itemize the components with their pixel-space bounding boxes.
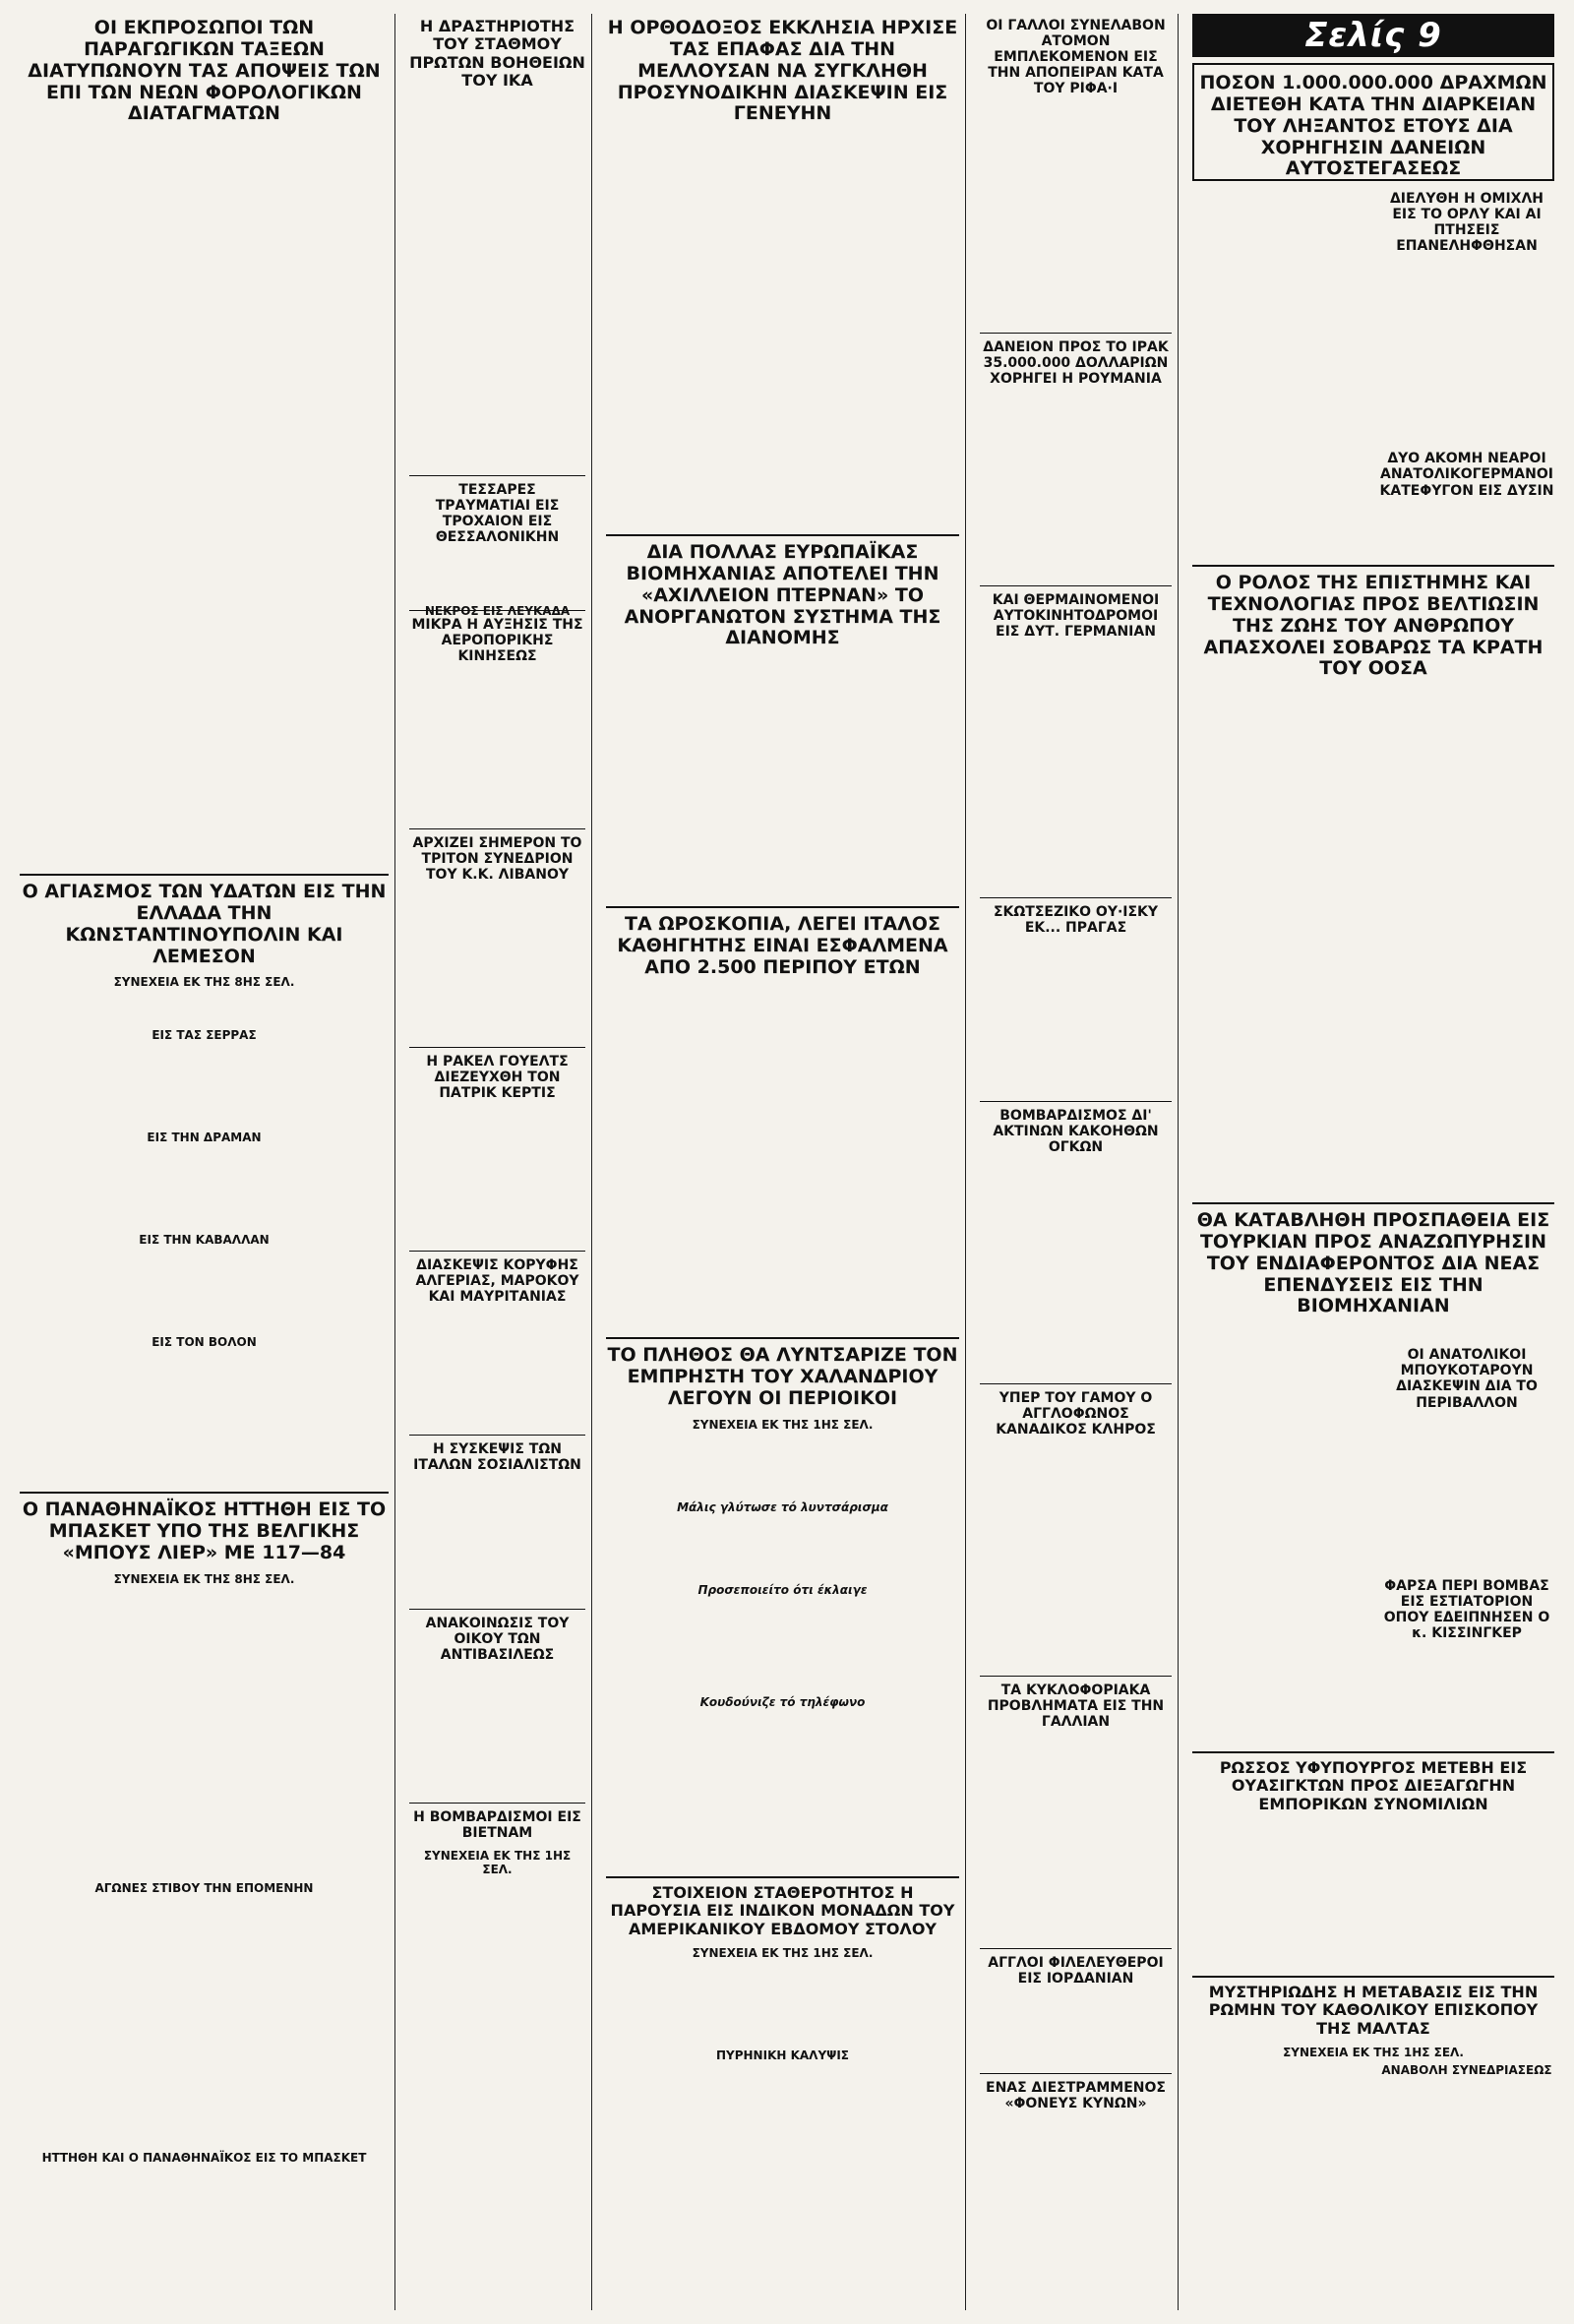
article-soviet-deputy bbox=[1192, 1759, 1554, 1966]
article-fog-orly bbox=[1192, 191, 1554, 555]
article-socialists bbox=[409, 1441, 585, 1599]
subheading: Μάλις γλύτωσε τό λυντσάρισμα bbox=[677, 1499, 888, 1514]
article-vietnam bbox=[409, 1809, 585, 1876]
subheading: ΠΥΡΗΝΙΚΗ ΚΑΛΥΨΙΣ bbox=[715, 2049, 850, 2063]
headline: ΟΙ ΕΚΠΡΟΣΩΠΟΙ ΤΩΝ ΠΑΡΑΓΩΓΙΚΩΝ ΤΑΞΕΩΝ ΔΙΑΤΥΠΩΝΟΥΝ ΤΑΣ ΑΠΟΨΕΙΣ ΤΩΝ ΕΠΙ ΤΩΝ ΝΕΩΝ ΦΟΡΟΛΟΓΙΚΩΝ ΔΙΑΤΑΓΜΑΤΩΝ bbox=[28, 17, 381, 125]
article-distribution bbox=[606, 542, 959, 896]
headline: Η ΣΥΣΚΕΨΙΣ ΤΩΝ ΙΤΑΛΩΝ ΣΟΣΙΑΛΙΣΤΩΝ bbox=[413, 1441, 581, 1474]
article-orthodox-church bbox=[606, 18, 959, 524]
subheading: ΕΙΣ ΤΗΝ ΚΑΒΑΛΛΑΝ bbox=[139, 1233, 270, 1248]
headline: ΒΟΜΒΑΡΔΙΣΜΟΣ ΔΙ' ΑΚΤΙΝΩΝ ΚΑΚΟΗΘΩΝ ΟΓΚΩΝ bbox=[993, 1108, 1159, 1156]
article-regent bbox=[409, 1616, 585, 1793]
article-malta-bishop bbox=[1192, 1984, 1554, 2077]
subheading: Κουδούνιζε τό τηλέφωνο bbox=[699, 1694, 866, 1709]
article-air-traffic bbox=[409, 617, 585, 819]
article-blessing-waters bbox=[20, 882, 389, 1482]
headline: ΤΟ ΠΛΗΘΟΣ ΘΑ ΛΥΝΤΣΑΡΙΖΕ ΤΟΝ ΕΜΠΡΗΣΤΗ ΤΟΥ ΧΑΛΑΝΔΡΙΟΥ ΛΕΓΟΥΝ ΟΙ ΠΕΡΙΟΙΚΟΙ bbox=[607, 1344, 958, 1409]
headline: ΟΙ ΓΑΛΛΟΙ ΣΥΝΕΛΑΒΟΝ ΑΤΟΜΟΝ ΕΜΠΛΕΚΟΜΕΝΟΝ ΕΙΣ ΤΗΝ ΑΠΟΠΕΙΡΑΝ ΚΑΤΑ ΤΟΥ ΡΙΦΑ·Ι bbox=[986, 18, 1166, 97]
column-3-4 bbox=[600, 14, 966, 2310]
article-oecd-science bbox=[1192, 573, 1554, 1193]
subheading: ΑΓΩΝΕΣ ΣΤΙΒΟΥ ΤΗΝ ΕΠΟΜΕΝΗΝ bbox=[94, 1880, 314, 1895]
headline: Ο ΑΓΙΑΣΜΟΣ ΤΩΝ ΥΔΑΤΩΝ ΕΙΣ ΤΗΝ ΕΛΛΑΔΑ ΤΗΝ ΚΩΝΣΤΑΝΤΙΝΟΥΠΟΛΙΝ ΚΑΙ ΛΕΜΕΣΟΝ bbox=[22, 881, 387, 967]
continuation-note: ΣΥΝΕΧΕΙΑ ΕΚ ΤΗΣ 1ΗΣ ΣΕΛ. bbox=[423, 1849, 572, 1877]
article-whisky bbox=[980, 904, 1172, 1091]
column-1 bbox=[14, 14, 395, 2310]
headline: Η ΔΡΑΣΤΗΡΙΟΤΗΣ ΤΟΥ ΣΤΑΘΜΟΥ ΠΡΩΤΩΝ ΒΟΗΘΕΙΩΝ ΤΟΥ ΙΚΑ bbox=[409, 17, 585, 91]
article-heated-motorways bbox=[980, 592, 1172, 887]
subheading: ΕΙΣ ΤΑΣ ΣΕΡΡΑΣ bbox=[151, 1028, 257, 1043]
headline: ΚΑΙ ΘΕΡΜΑΙΝΟΜΕΝΟΙ ΑΥΤΟΚΙΝΗΤΟΔΡΟΜΟΙ ΕΙΣ ΔΥΤ. ΓΕΡΜΑΝΙΑΝ bbox=[992, 592, 1160, 641]
article-rifai bbox=[980, 18, 1172, 323]
headline: Ο ΠΑΝΑΘΗΝΑΪΚΟΣ ΗΤΤΗΘΗ ΕΙΣ ΤΟ ΜΠΑΣΚΕΤ ΥΠΟ ΤΗΣ ΒΕΛΓΙΚΗΣ «ΜΠΟΥΣ ΛΙΕΡ» ΜΕ 117—84 bbox=[22, 1498, 387, 1563]
headline: Η ΟΡΘΟΔΟΞΟΣ ΕΚΚΛΗΣΙΑ ΗΡΧΙΣΕ ΤΑΣ ΕΠΑΦΑΣ ΔΙΑ ΤΗΝ ΜΕΛΛΟΥΣΑΝ ΝΑ ΣΥΓΚΛΗΘΗ ΠΡΟΣΥΝΟΔΙΚΗΝ ΔΙΑΣΚΕΨΙΝ ΕΙΣ ΓΕΝΕΥΗΝ bbox=[607, 17, 958, 125]
headline: ΤΕΣΣΑΡΕΣ ΤΡΑΥΜΑΤΙΑΙ ΕΙΣ ΤΡΟΧΑΙΟΝ ΕΙΣ ΘΕΣΣΑΛΟΝΙΚΗΝ bbox=[435, 482, 560, 546]
headline: ΕΝΑΣ ΔΙΕΣΤΡΑΜΜΕΝΟΣ «ΦΟΝΕΥΣ ΚΥΝΩΝ» bbox=[986, 2080, 1166, 2112]
subheading: ΝΕΚΡΟΣ ΕΙΣ ΛΕΥΚΑΔΑ bbox=[424, 604, 571, 619]
headline: ΑΡΧΙΖΕΙ ΣΗΜΕΡΟΝ ΤΟ ΤΡΙΤΟΝ ΣΥΝΕΔΡΙΟΝ ΤΟΥ Κ.Κ. ΛΙΒΑΝΟΥ bbox=[412, 835, 582, 884]
headline: ΣΚΩΤΣΕΖΙΚΟ ΟΥ·ΙΣΚΥ ΕΚ... ΠΡΑΓΑΣ bbox=[993, 904, 1159, 937]
column-2 bbox=[403, 14, 592, 2310]
article-lebanon bbox=[409, 835, 585, 1037]
headline: ΔΥΟ ΑΚΟΜΗ ΝΕΑΡΟΙ ΑΝΑΤΟΛΙΚΟΓΕΡΜΑΝΟΙ ΚΑΤΕΦΥΓΟΝ ΕΙΣ ΔΥΣΙΝ bbox=[1379, 451, 1554, 499]
continuation-note: ΣΥΝΕΧΕΙΑ ΕΚ ΤΗΣ 1ΗΣ ΣΕΛ. bbox=[1283, 2046, 1464, 2060]
subheading: ΕΙΣ ΤΗΝ ΔΡΑΜΑΝ bbox=[147, 1131, 262, 1145]
article-seventh-fleet bbox=[606, 1884, 959, 2062]
headline: Ο ΡΟΛΟΣ ΤΗΣ ΕΠΙΣΤΗΜΗΣ ΚΑΙ ΤΕΧΝΟΛΟΓΙΑΣ ΠΡΟΣ ΒΕΛΤΙΩΣΙΝ ΤΗΣ ΖΩΗΣ ΤΟΥ ΑΝΘΡΩΠΟΥ ΑΠΑΣΧΟΛΕΙ ΣΟΒΑΡΩΣ ΤΑ ΚΡΑΤΗ ΤΟΥ ΟΟΣΑ bbox=[1203, 572, 1544, 680]
headline: ΠΟΣΟΝ 1.000.000.000 ΔΡΑΧΜΩΝ ΔΙΕΤΕΘΗ ΚΑΤΑ ΤΗΝ ΔΙΑΡΚΕΙΑΝ ΤΟΥ ΛΗΞΑΝΤΟΣ ΕΤΟΥΣ ΔΙΑ ΧΟΡΗΓΗΣΙΝ ΔΑΝΕΙΩΝ ΑΥΤΟΣΤΕΓΑΣΕΩΣ bbox=[1199, 72, 1547, 180]
column-6 bbox=[1186, 14, 1560, 2310]
article-turkey-investment bbox=[1192, 1210, 1554, 1742]
headline: ΤΑ ΚΥΚΛΟΦΟΡΙΑΚΑ ΠΡΟΒΛΗΜΑΤΑ ΕΙΣ ΤΗΝ ΓΑΛΛΙΑΝ bbox=[987, 1682, 1165, 1731]
continuation-note: ΣΥΝΕΧΕΙΑ ΕΚ ΤΗΣ 1ΗΣ ΣΕΛ. bbox=[692, 1417, 874, 1432]
article-housing-loans bbox=[1192, 63, 1554, 181]
subheading: ΕΙΣ ΤΟΝ ΒΟΛΟΝ bbox=[151, 1335, 257, 1350]
article-tax-decrees bbox=[20, 18, 389, 864]
headline: ΔΙΕΛΥΘΗ Η ΟΜΙΧΛΗ ΕΙΣ ΤΟ ΟΡΛΥ ΚΑΙ ΑΙ ΠΤΗΣΕΙΣ ΕΠΑΝΕΛΗΦΘΗΣΑΝ bbox=[1389, 191, 1544, 255]
headline: ΘΑ ΚΑΤΑΒΛΗΘΗ ΠΡΟΣΠΑΘΕΙΑ ΕΙΣ ΤΟΥΡΚΙΑΝ ΠΡΟΣ ΑΝΑΖΩΠΥΡΗΣΙΝ ΤΟΥ ΕΝΔΙΑΦΕΡΟΝΤΟΣ ΔΙΑ ΝΕΑΣ ΕΠΕΝΔΥΣΕΙΣ ΕΙΣ ΤΗΝ ΒΙΟΜΗΧΑΝΙΑΝ bbox=[1196, 1209, 1550, 1317]
headline: ΟΙ ΑΝΑΤΟΛΙΚΟΙ ΜΠΟΥΚΟΤΑΡΟΥΝ ΔΙΑΣΚΕΨΙΝ ΔΙΑ ΤΟ ΠΕΡΙΒΑΛΛΟΝ bbox=[1396, 1347, 1538, 1411]
article-basketball bbox=[20, 1499, 389, 2165]
headline: ΔΙΑΣΚΕΨΙΣ ΚΟΡΥΦΗΣ ΑΛΓΕΡΙΑΣ, ΜΑΡΟΚΟΥ ΚΑΙ ΜΑΥΡΙΤΑΝΙΑΣ bbox=[415, 1257, 579, 1306]
headline: Η ΡΑΚΕΛ ΓΟΥΕΛΤΣ ΔΙΕΖΕΥΧΘΗ ΤΟΝ ΠΑΤΡΙΚ ΚΕΡΤΙΣ bbox=[426, 1054, 569, 1102]
headline: ΜΙΚΡΑ Η ΑΥΞΗΣΙΣ ΤΗΣ ΑΕΡΟΠΟΡΙΚΗΣ ΚΙΝΗΣΕΩΣ bbox=[411, 617, 583, 665]
article-iraq-loan bbox=[980, 339, 1172, 576]
continuation-note: ΣΥΝΕΧΕΙΑ ΕΚ ΤΗΣ 1ΗΣ ΣΕΛ. bbox=[692, 1946, 874, 1961]
headline: ΔΑΝΕΙΟΝ ΠΡΟΣ ΤΟ ΙΡΑΚ 35.000.000 ΔΟΛΛΑΡΙΩΝ ΧΟΡΗΓΕΙ Η ΡΟΥΜΑΝΙΑ bbox=[983, 339, 1169, 388]
article-horoscopes bbox=[606, 914, 959, 1327]
headline: Η ΒΟΜΒΑΡΔΙΣΜΟΙ ΕΙΣ ΒΙΕΤΝΑΜ bbox=[413, 1809, 581, 1842]
article-dog-killer bbox=[980, 2080, 1172, 2111]
headline: ΤΑ ΩΡΟΣΚΟΠΙΑ, ΛΕΓΕΙ ΙΤΑΛΟΣ ΚΑΘΗΓΗΤΗΣ ΕΙΝΑΙ ΕΣΦΑΛΜΕΝΑ ΑΠΟ 2.500 ΠΕΡΙΠΟΥ ΕΤΩΝ bbox=[617, 913, 948, 978]
headline: ΡΩΣΣΟΣ ΥΦΥΠΟΥΡΓΟΣ ΜΕΤΕΒΗ ΕΙΣ ΟΥΑΣΙΓΚΤΩΝ ΠΡΟΣ ΔΙΕΞΑΓΩΓΗΝ ΕΜΠΟΡΙΚΩΝ ΣΥΝΟΜΙΛΙΩΝ bbox=[1219, 1758, 1528, 1813]
continuation-note: ΣΥΝΕΧΕΙΑ ΕΚ ΤΗΣ 8ΗΣ ΣΕΛ. bbox=[113, 1571, 295, 1586]
article-welch bbox=[409, 1054, 585, 1241]
article-canadian-clergy bbox=[980, 1390, 1172, 1666]
column-5 bbox=[974, 14, 1179, 2310]
headline: ΜΥΣΤΗΡΙΩΔΗΣ Η ΜΕΤΑΒΑΣΙΣ ΕΙΣ ΤΗΝ ΡΩΜΗΝ ΤΟΥ ΚΑΘΟΛΙΚΟΥ ΕΠΙΣΚΟΠΟΥ ΤΗΣ ΜΑΛΤΑΣ bbox=[1208, 1983, 1539, 2038]
headline: ΑΓΓΛΟΙ ΦΙΛΕΛΕΥΘΕΡΟΙ ΕΙΣ ΙΟΡΔΑΝΙΑΝ bbox=[988, 1955, 1164, 1988]
subheading: Προσεποιείτο ότι έκλαιγε bbox=[697, 1582, 868, 1597]
headline: ΦΑΡΣΑ ΠΕΡΙ ΒΟΜΒΑΣ ΕΙΣ ΕΣΤΙΑΤΟΡΙΟΝ ΟΠΟΥ ΕΔΕΙΠΝΗΣΕΝ Ο κ. ΚΙΣΣΙΝΓΚΕΡ bbox=[1383, 1577, 1550, 1641]
article-traffic-france bbox=[980, 1682, 1172, 1938]
subheading: ΗΤΤΗΘΗ ΚΑΙ Ο ΠΑΝΑΘΗΝΑΪΚΟΣ ΕΙΣ ΤΟ ΜΠΑΣΚΕΤ bbox=[41, 2150, 367, 2165]
article-chalandri-arsonist bbox=[606, 1345, 959, 1866]
page-masthead: Σελίς 9 bbox=[1192, 14, 1554, 57]
headline: ΣΤΟΙΧΕΙΟΝ ΣΤΑΘΕΡΟΤΗΤΟΣ Η ΠΑΡΟΥΣΙΑ ΕΙΣ ΙΝΔΙΚΟΝ ΜΟΝΑΔΩΝ ΤΟΥ ΑΜΕΡΙΚΑΝΙΚΟΥ ΕΒΔΟΜΟΥ ΣΤΟΛΟΥ bbox=[610, 1883, 955, 1938]
headline: ΥΠΕΡ ΤΟΥ ΓΑΜΟΥ Ο ΑΓΓΛΟΦΩΝΟΣ ΚΑΝΑΔΙΚΟΣ ΚΛΗΡΟΣ bbox=[996, 1390, 1156, 1438]
headline: ΑΝΑΚΟΙΝΩΣΙΣ ΤΟΥ ΟΙΚΟΥ ΤΩΝ ΑΝΤΙΒΑΣΙΛΕΩΣ bbox=[425, 1616, 570, 1664]
article-radiation bbox=[980, 1108, 1172, 1374]
article-traffic bbox=[409, 482, 585, 619]
continuation-note: ΣΥΝΕΧΕΙΑ ΕΚ ΤΗΣ 8ΗΣ ΣΕΛ. bbox=[113, 975, 295, 990]
article-jordan bbox=[980, 1955, 1172, 2063]
subheading: ΑΝΑΒΟΛΗ ΣΥΝΕΔΡΙΑΣΕΩΣ bbox=[1381, 2063, 1552, 2078]
article-first-aid bbox=[409, 18, 585, 465]
headline: ΔΙΑ ΠΟΛΛΑΣ ΕΥΡΩΠΑΪΚΑΣ ΒΙΟΜΗΧΑΝΙΑΣ ΑΠΟΤΕΛΕΙ ΤΗΝ «ΑΧΙΛΛΕΙΟΝ ΠΤΕΡΝΑΝ» ΤΟ ΑΝΟΡΓΑΝΩΤΟΝ ΣΥΣΤΗΜΑ ΤΗΣ ΔΙΑΝΟΜΗΣ bbox=[624, 541, 941, 649]
article-summit bbox=[409, 1257, 585, 1425]
